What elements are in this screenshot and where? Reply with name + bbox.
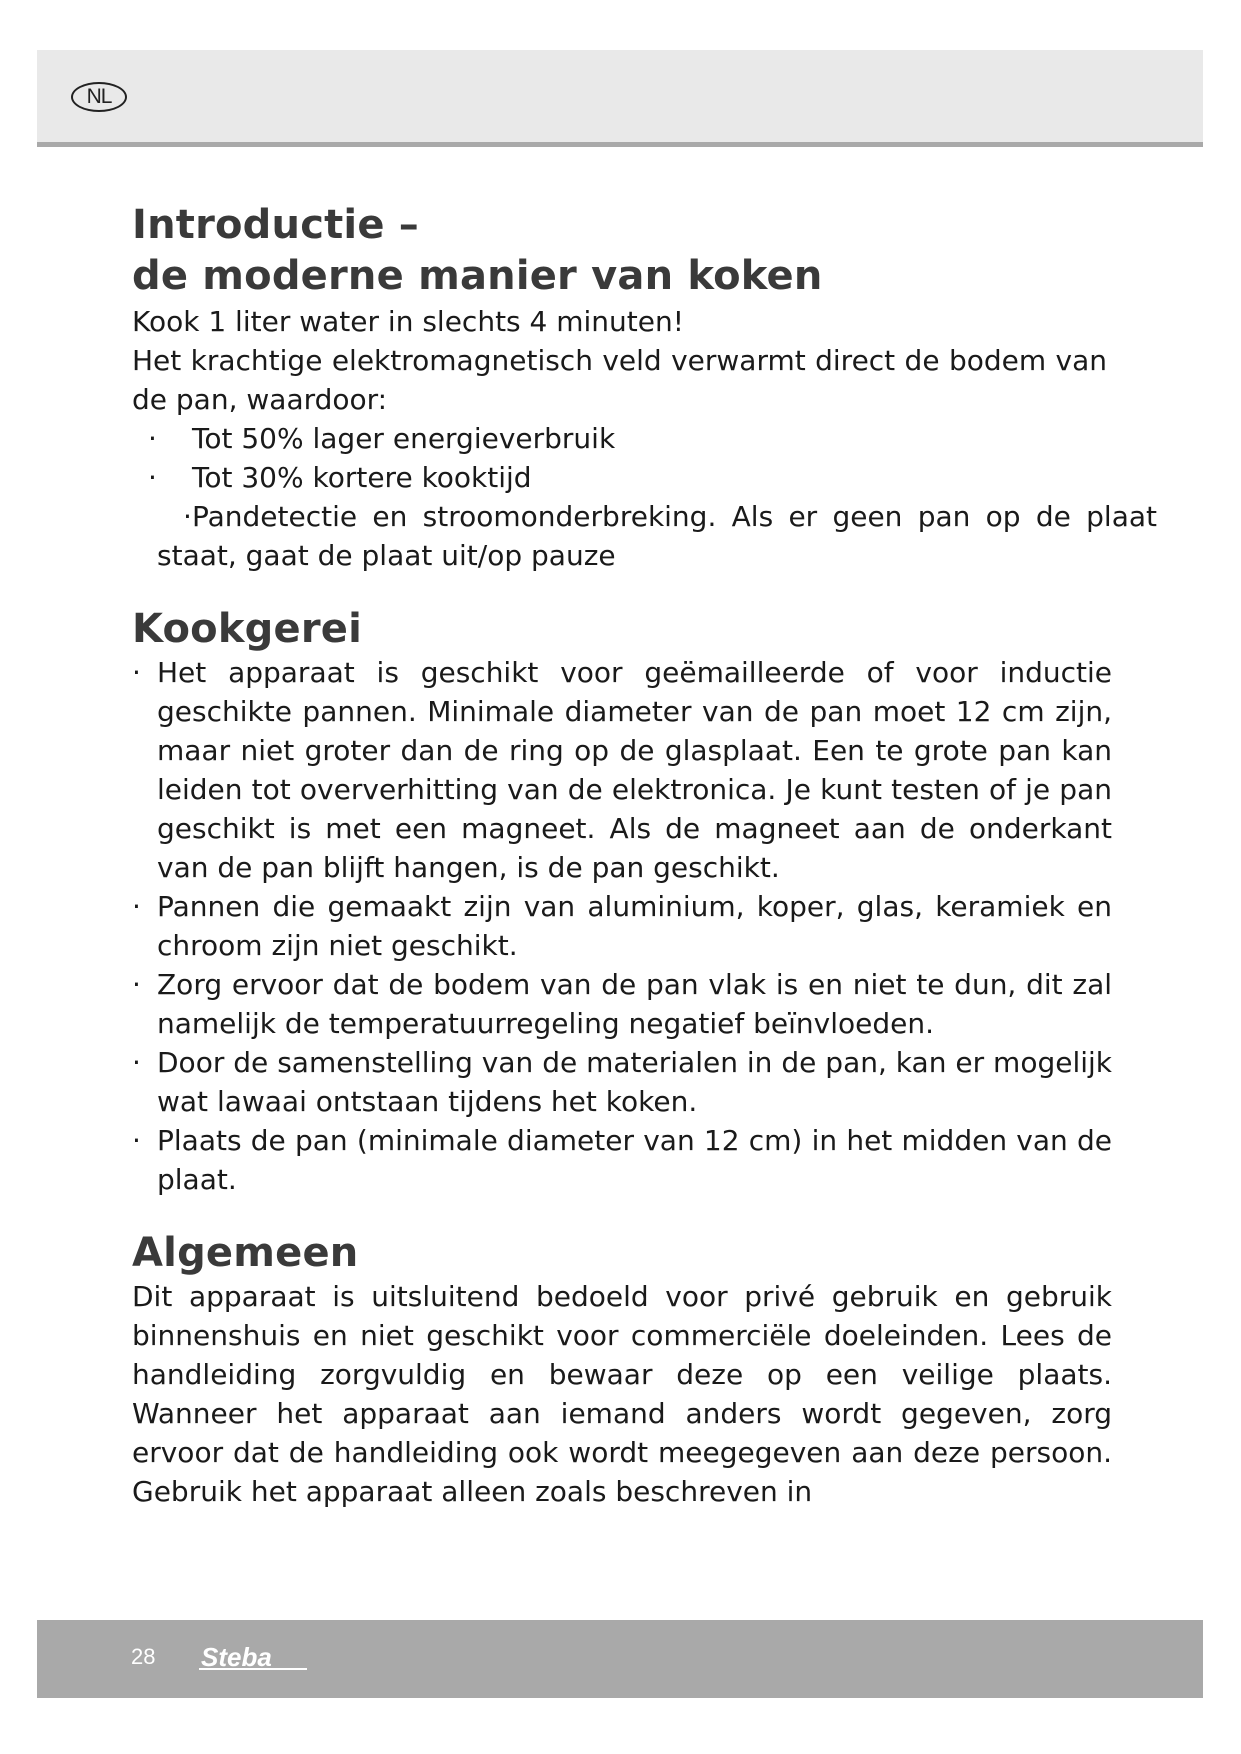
list-item: · Pandetectie en stroomonderbreking. Als er geen pan op de plaat staat, gaat de plaat uit/op pauze — [132, 497, 1157, 575]
intro-title-line2: de moderne manier van koken — [132, 253, 823, 299]
intro-line2: Het krachtige elektromagnetisch veld verwarmt direct de bodem van de pan, waardoor: — [132, 344, 1107, 416]
steba-logo — [197, 1638, 317, 1678]
algemeen-title: Algemeen — [132, 1230, 359, 1276]
list-item: · Door de samenstelling van de materialen in de pan, kan er mogelijk wat lawaai ontstaan tijdens het koken. — [132, 1043, 1112, 1121]
intro-title — [132, 200, 1152, 302]
intro-title-line1: Introductie – — [132, 202, 419, 248]
bullet-dot-icon: · — [148, 461, 157, 494]
page-content — [132, 200, 1157, 1511]
page-number: 28 — [131, 1644, 156, 1669]
bullet-dot-icon: · — [132, 656, 141, 689]
list-item: · Tot 50% lager energieverbruik — [132, 419, 1152, 458]
section-kookgerei — [132, 605, 1152, 1199]
list-item: · Pannen die gemaakt zijn van aluminium, koper, glas, keramiek en chroom zijn niet geschikt. — [132, 887, 1112, 965]
section-introductie — [132, 200, 1157, 575]
bullet-dot-icon: · — [148, 422, 157, 455]
language-badge: NL — [71, 82, 127, 112]
bullet-dot-icon: · — [132, 1046, 141, 1079]
kookgerei-title: Kookgerei — [132, 606, 362, 652]
bullet-dot-icon: · — [132, 890, 141, 923]
kookgerei-bullet-list — [132, 653, 1112, 1199]
list-item: · Zorg ervoor dat de bodem van de pan vlak is en niet te dun, dit zal namelijk de temperatuurregeling negatief beïnvloeden. — [132, 965, 1112, 1043]
section-algemeen — [132, 1229, 1152, 1511]
page-header — [37, 50, 1203, 147]
list-item: · Het apparaat is geschikt voor geëmailleerde of voor inductie geschikte pannen. Minimale diameter van de pan moet 12 cm zijn, maar niet groter dan de ring op de glasplaat. Een te grote pan kan leiden tot oververhitting van de elektronica. Je kunt testen of je pan geschikt is met een magneet. Als de magneet aan de onderkant van de pan blijft hangen, is de pan geschikt. — [132, 653, 1112, 887]
logo-text: Steba — [201, 1642, 272, 1672]
page-footer — [37, 1620, 1203, 1698]
bullet-dot-icon: · — [183, 500, 192, 533]
intro-line1: Kook 1 liter water in slechts 4 minuten! — [132, 305, 684, 338]
algemeen-text: Dit apparaat is uitsluitend bedoeld voor privé gebruik en gebruik binnenshuis en niet geschikt voor commerciële doeleinden. Lees de handleiding zorgvuldig en bewaar deze op een veilige plaats. Wanneer het apparaat aan iemand anders wordt gegeven, zorg ervoor dat de handleiding ook wordt meegegeven aan deze persoon. Gebruik het apparaat alleen zoals beschreven in — [132, 1280, 1112, 1508]
intro-bullet-list — [132, 419, 1157, 575]
bullet-dot-icon: · — [132, 968, 141, 1001]
list-item: · Tot 30% kortere kooktijd — [132, 458, 1152, 497]
list-item: · Plaats de pan (minimale diameter van 12 cm) in het midden van de plaat. — [132, 1121, 1112, 1199]
bullet-dot-icon: · — [132, 1124, 141, 1157]
